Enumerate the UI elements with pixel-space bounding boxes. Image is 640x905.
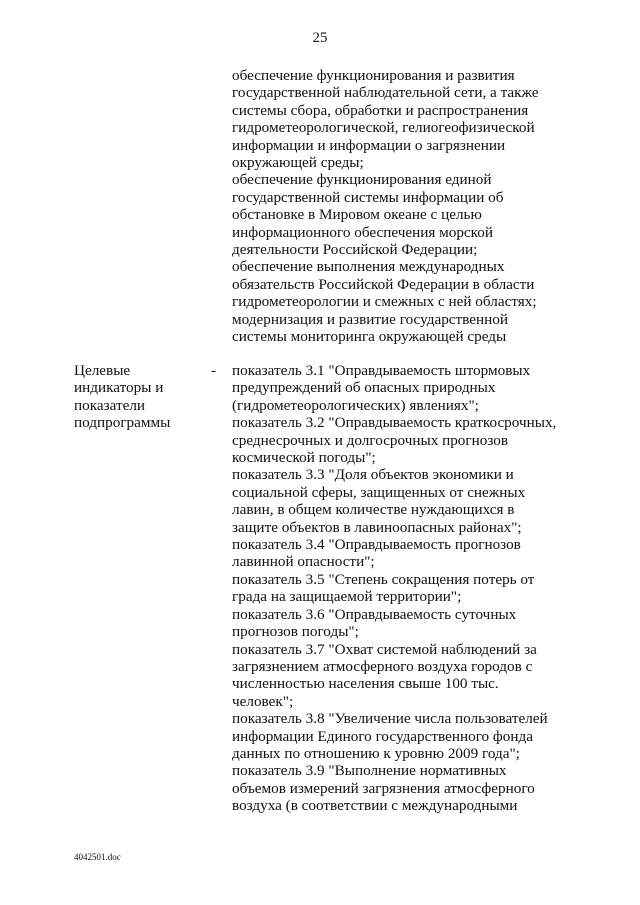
label-line: индикаторы и (74, 379, 164, 397)
text-line: обеспечение выполнения международных (232, 258, 505, 276)
text-line: показатель 3.7 "Охват системой наблюдений за (232, 640, 537, 658)
label-line: Целевые (74, 362, 131, 379)
text-line: информации Единого государственного фонда (232, 727, 533, 745)
text-line: государственной системы информации об (232, 188, 504, 206)
text-line: загрязнением атмосферного воздуха городов с (232, 657, 533, 675)
text-line: гидрометеорологической, гелиогеофизической (232, 119, 535, 137)
text-line: показатель 3.9 "Выполнение нормативных (232, 762, 507, 780)
text-line: модернизация и развитие государственной (232, 310, 508, 328)
text-line: обязательств Российской Федерации в области (232, 275, 535, 293)
text-line: показатель 3.1 "Оправдываемость штормовых (232, 362, 531, 379)
text-line: космической погоды"; (232, 449, 376, 467)
text-line: гидрометеорологии и смежных с ней областях; (232, 293, 537, 311)
label-line: показатели (74, 396, 146, 414)
goals-continued-text (232, 67, 562, 346)
text-line: системы мониторинга окружающей среды (232, 328, 507, 346)
text-line: окружающей среды; (232, 154, 364, 172)
text-line: града на защищаемой территории"; (232, 588, 462, 606)
section-label (74, 362, 204, 432)
text-line: среднесрочных и долгосрочных прогнозов (232, 431, 509, 449)
text-line: объемов измерений загрязнения атмосферного (232, 779, 535, 797)
text-line: (гидрометеорологических) явлениях"; (232, 396, 479, 414)
text-line: данных по отношению к уровню 2009 года"; (232, 744, 520, 762)
indicators-text (232, 362, 572, 815)
text-line: государственной наблюдательной сети, а также (232, 84, 539, 102)
text-line: человек"; (232, 692, 294, 710)
text-line: прогнозов погоды"; (232, 623, 359, 641)
text-line: деятельности Российской Федерации; (232, 241, 478, 259)
text-line: показатель 3.6 "Оправдываемость суточных (232, 605, 517, 623)
text-line: информации и информации о загрязнении (232, 136, 506, 154)
text-line: обеспечение функционирования единой (232, 171, 492, 189)
text-line: информационного обеспечения морской (232, 223, 493, 241)
text-line: лавинной опасности"; (232, 553, 375, 571)
label-dash: - (211, 362, 217, 379)
text-line: обстановке в Мировом океане с целью (232, 206, 482, 224)
text-line: воздуха (в соответствии с международными (232, 797, 518, 815)
text-line: социальной сферы, защищенных от снежных (232, 483, 526, 501)
text-line: показатель 3.4 "Оправдываемость прогнозов (232, 536, 521, 554)
document-filename: 4042501.doc (74, 852, 121, 862)
text-line: показатель 3.2 "Оправдываемость краткосрочных, (232, 414, 557, 432)
label-line: подпрограммы (74, 414, 171, 432)
text-line: обеспечение функционирования и развития (232, 67, 515, 84)
text-line: защите объектов в лавиноопасных районах"; (232, 518, 522, 536)
text-line: показатель 3.5 "Степень сокращения потерь от (232, 570, 535, 588)
text-line: численностью населения свыше 100 тыс. (232, 675, 499, 693)
page-number: 25 (312, 30, 328, 46)
text-line: лавин, в общем количестве нуждающихся в (232, 501, 515, 519)
text-line: показатель 3.3 "Доля объектов экономики и (232, 466, 514, 484)
text-line: показатель 3.8 "Увеличение числа пользователей (232, 710, 548, 728)
text-line: предупреждений об опасных природных (232, 379, 496, 397)
text-line: системы сбора, обработки и распространения (232, 101, 529, 119)
